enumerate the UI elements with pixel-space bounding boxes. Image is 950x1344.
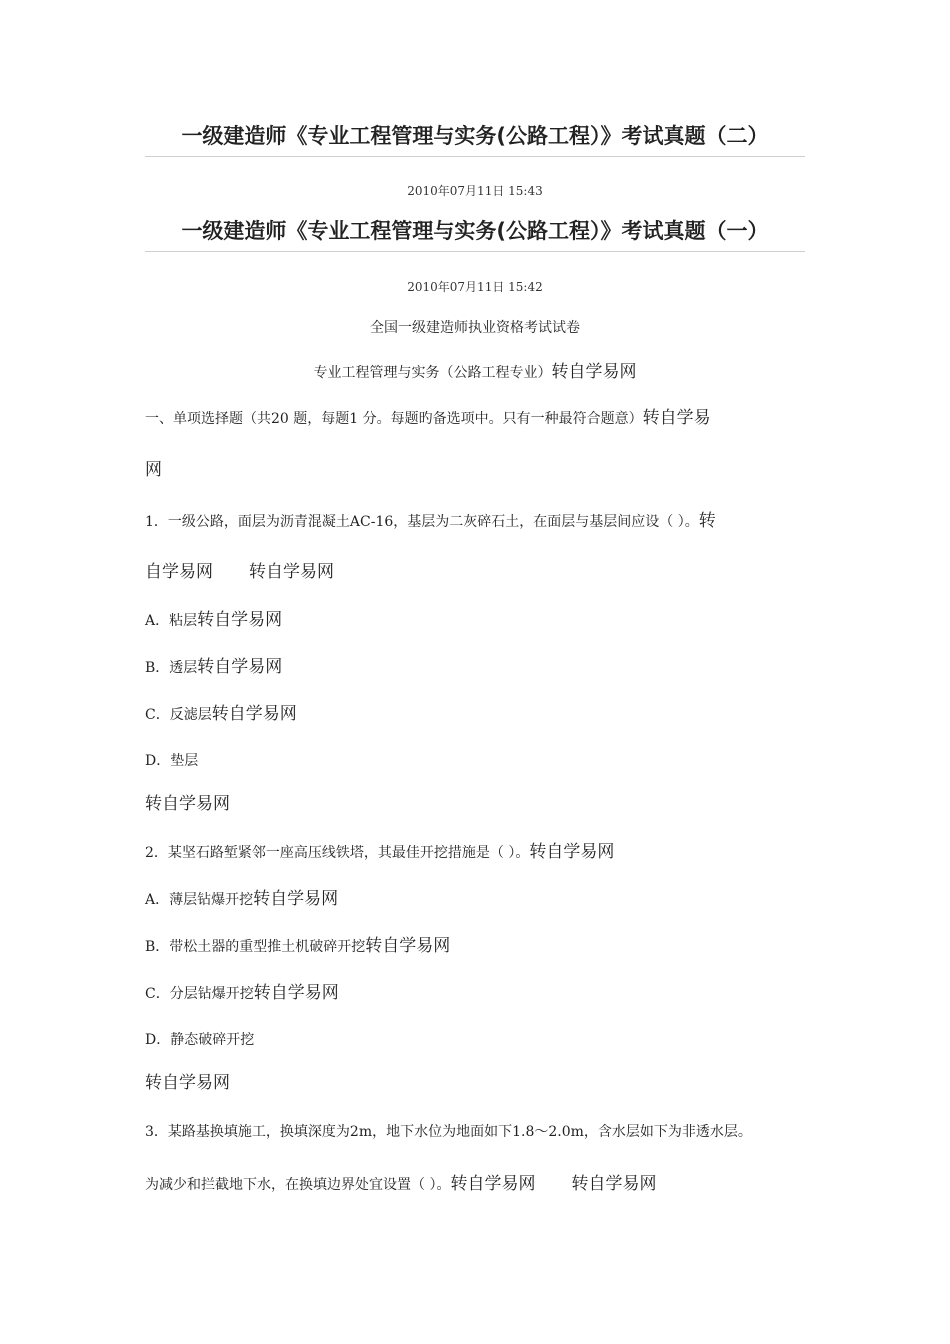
subject-text: 专业工程管理与实务（公路工程专业） xyxy=(313,365,552,381)
watermark-text: 转自学易网 xyxy=(365,936,451,956)
question-3-stem-cont xyxy=(145,1174,656,1195)
option-text: B．透层 xyxy=(145,660,198,676)
watermark-text: 转自学易网 xyxy=(551,362,637,382)
watermark-text: 转自学易网 xyxy=(450,1174,536,1194)
question-2-option-a xyxy=(145,889,338,910)
option-text: A．薄层钻爆开挖 xyxy=(145,892,254,908)
article-date-1: 2010年07月11日 15:42 xyxy=(407,280,543,294)
question-1-stem-cont xyxy=(145,562,334,582)
question-2-option-c xyxy=(145,983,339,1004)
question-3-text: 为减少和拦截地下水，在换填边界处宜设置（ ）。 xyxy=(145,1177,451,1193)
question-2-option-d: D．静态破碎开挖 xyxy=(145,1032,255,1048)
section-heading-cont: 网 xyxy=(145,460,162,480)
question-2-text: 2．某坚石路堑紧邻一座高压线铁塔，其最佳开挖措施是（ ）。 xyxy=(145,845,530,861)
question-3-stem: 3．某路基换填施工，换填深度为2m，地下水位为地面如下1.8～2.0m，含水层如下为非透水层。 xyxy=(145,1124,752,1140)
watermark-text: 转自学易网 xyxy=(197,610,283,630)
watermark-text: 转自学易网 xyxy=(571,1174,657,1194)
question-1-option-c xyxy=(145,704,297,725)
watermark-text: 转自学易 xyxy=(642,408,711,428)
option-text: C．分层钻爆开挖 xyxy=(145,986,254,1002)
article-date-2: 2010年07月11日 15:43 xyxy=(407,184,543,198)
question-1-option-d: D．垫层 xyxy=(145,753,199,769)
watermark-line: 转自学易网 xyxy=(145,794,230,814)
article-title-1: 一级建造师《专业工程管理与实务(公路工程）》考试真题（一） xyxy=(145,217,805,252)
watermark-text: 转 xyxy=(698,511,716,531)
watermark-text: 转自学易网 xyxy=(253,983,339,1003)
question-2-stem xyxy=(145,842,614,863)
watermark-text: 转自学易网 xyxy=(197,657,283,677)
watermark-text: 转自学易网 xyxy=(211,704,297,724)
watermark-text: 转自学易网 xyxy=(253,889,339,909)
section-heading-text: 一、单项选择题（共20 题，每题1 分。每题旳备选项中。只有一种最符合题意） xyxy=(145,411,643,427)
question-1-option-a xyxy=(145,610,282,631)
option-text: B．带松土器的重型推土机破碎开挖 xyxy=(145,939,366,955)
subject-line xyxy=(145,362,805,383)
exam-name: 全国一级建造师执业资格考试试卷 xyxy=(370,320,580,336)
watermark-text: 自学易网 xyxy=(145,562,213,582)
question-1-stem xyxy=(145,511,716,532)
option-text: A．粘层 xyxy=(145,613,198,629)
option-text: C．反滤层 xyxy=(145,707,212,723)
watermark-line: 转自学易网 xyxy=(145,1073,230,1093)
watermark-text: 转自学易网 xyxy=(529,842,615,862)
article-title-2: 一级建造师《专业工程管理与实务(公路工程）》考试真题（二） xyxy=(145,122,805,157)
question-2-option-b xyxy=(145,936,450,957)
question-1-text: 1．一级公路，面层为沥青混凝土AC-16，基层为二灰碎石土，在面层与基层间应设（ ）。 xyxy=(145,514,699,530)
watermark-text: 转自学易网 xyxy=(249,562,334,582)
section-heading xyxy=(145,408,711,429)
question-1-option-b xyxy=(145,657,282,678)
